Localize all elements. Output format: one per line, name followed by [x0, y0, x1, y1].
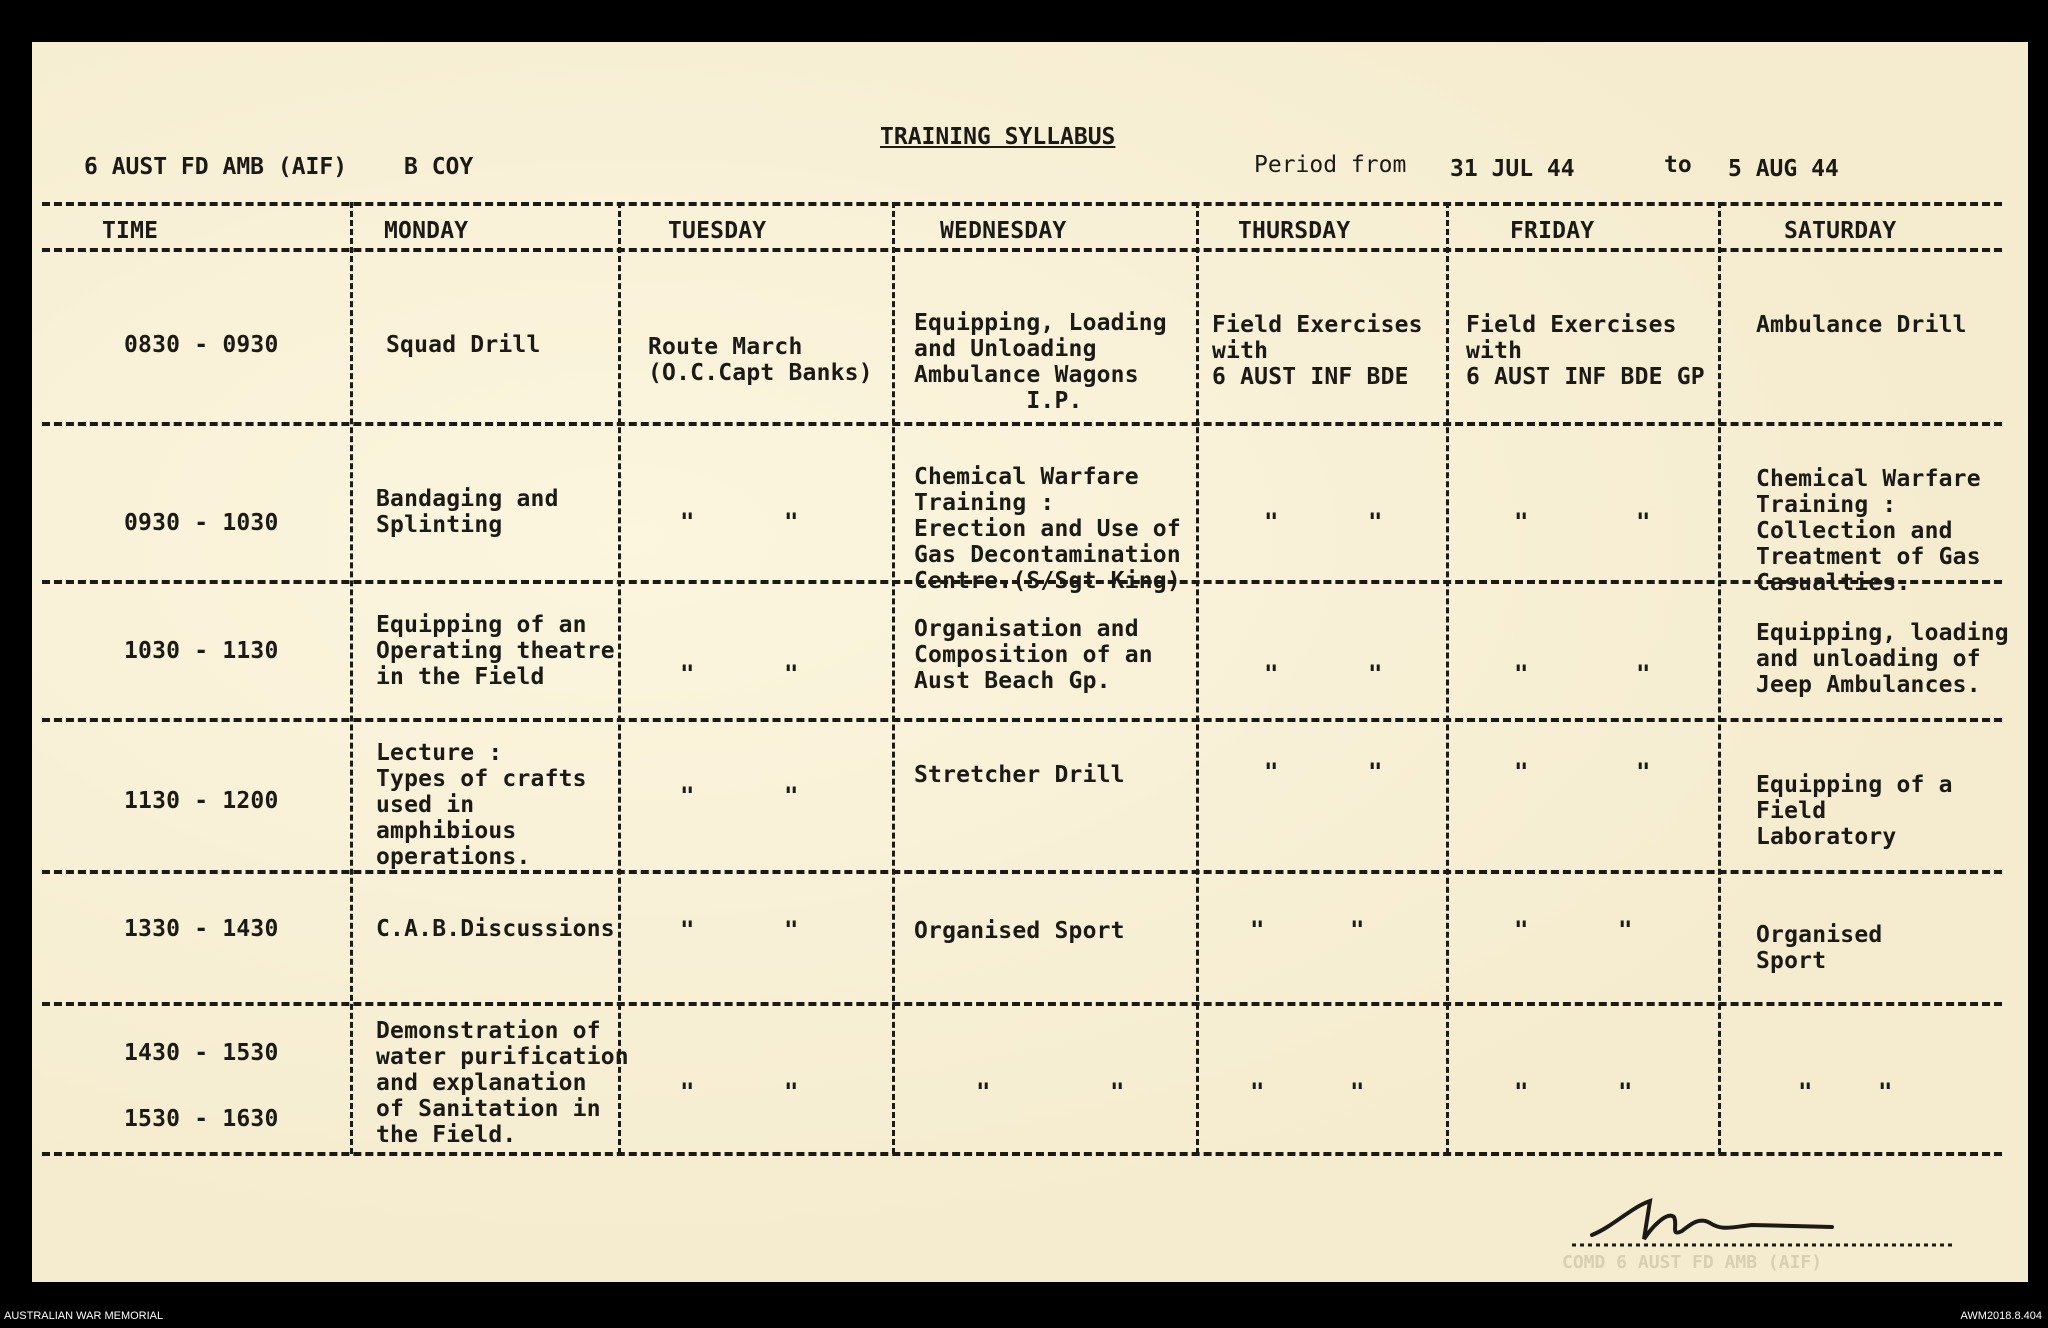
time-cell: 1030 - 1130: [124, 638, 279, 664]
column-header-monday: MONDAY: [384, 218, 469, 244]
ditto-mark: ": [1264, 758, 1279, 786]
ditto-mark: ": [1514, 758, 1529, 786]
column-header-tuesday: TUESDAY: [668, 218, 767, 244]
column-divider: [618, 202, 621, 1154]
ditto-mark: ": [680, 782, 695, 810]
column-divider: [892, 202, 895, 1154]
ditto-mark: ": [1368, 758, 1383, 786]
unit-name: 6 AUST FD AMB (AIF): [84, 154, 348, 180]
ditto-mark: ": [1368, 508, 1383, 536]
period-to: 5 AUG 44: [1728, 156, 1839, 182]
ditto-mark: ": [1878, 1078, 1893, 1106]
ditto-mark: ": [1636, 508, 1651, 536]
column-header-thursday: THURSDAY: [1238, 218, 1351, 244]
column-header-time: TIME: [102, 218, 159, 244]
ditto-mark: ": [1618, 916, 1633, 944]
row-rule: [42, 718, 2002, 722]
column-header-friday: FRIDAY: [1510, 218, 1595, 244]
ditto-mark: ": [784, 660, 799, 688]
tuesday-cell: Route March (O.C.Capt Banks): [648, 334, 873, 386]
wednesday-cell: Equipping, Loading and Unloading Ambulance Wagons I.P.: [914, 310, 1167, 414]
row-rule: [42, 1002, 2002, 1006]
time-cell: 0830 - 0930: [124, 332, 279, 358]
saturday-cell: Chemical Warfare Training : Collection and Treatment of Gas Casualties.: [1756, 466, 1981, 596]
monday-cell: Bandaging and Splinting: [376, 486, 559, 538]
ditto-mark: ": [1110, 1078, 1125, 1106]
ditto-mark: ": [1636, 758, 1651, 786]
column-header-saturday: SATURDAY: [1784, 218, 1897, 244]
ditto-mark: ": [1368, 660, 1383, 688]
ditto-mark: ": [680, 1078, 695, 1106]
ditto-mark: ": [1514, 916, 1529, 944]
ditto-mark: ": [1514, 1078, 1529, 1106]
to-label: to: [1664, 152, 1692, 178]
period-from: 31 JUL 44: [1450, 156, 1575, 182]
ditto-mark: ": [1250, 1078, 1265, 1106]
ditto-mark: ": [784, 508, 799, 536]
saturday-cell: Equipping, loading and unloading of Jeep Ambulances.: [1756, 620, 2009, 698]
table-bottom-rule: [42, 1152, 2002, 1156]
ditto-mark: ": [1636, 660, 1651, 688]
column-divider: [1446, 202, 1449, 1154]
monday-cell: Lecture : Types of crafts used in amphibious operations.: [376, 740, 587, 870]
saturday-cell: Equipping of a Field Laboratory: [1756, 772, 1953, 850]
wednesday-cell: Organised Sport: [914, 918, 1125, 944]
row-rule: [42, 422, 2002, 426]
ditto-mark: ": [784, 1078, 799, 1106]
wednesday-cell: Chemical Warfare Training : Erection and Use of Gas Decontamination Centre.(S/Sgt King): [914, 464, 1181, 594]
time-cell-second: 1530 - 1630: [124, 1106, 279, 1132]
ditto-mark: ": [680, 916, 695, 944]
monday-cell: C.A.B.Discussions: [376, 916, 615, 942]
ditto-mark: ": [1618, 1078, 1633, 1106]
column-header-wednesday: WEDNESDAY: [940, 218, 1067, 244]
ditto-mark: ": [1264, 660, 1279, 688]
monday-cell: Demonstration of water purification and explanation of Sanitation in the Field.: [376, 1018, 629, 1148]
ditto-mark: ": [1514, 508, 1529, 536]
saturday-cell: Ambulance Drill: [1756, 312, 1967, 338]
friday-cell: Field Exercises with 6 AUST INF BDE GP: [1466, 312, 1705, 390]
document-page: [32, 42, 2028, 1282]
wednesday-cell: Organisation and Composition of an Aust Beach Gp.: [914, 616, 1153, 694]
thursday-cell: Field Exercises with 6 AUST INF BDE: [1212, 312, 1423, 390]
column-divider: [1718, 202, 1721, 1154]
saturday-cell: Organised Sport: [1756, 922, 1883, 974]
monday-cell: Squad Drill: [386, 332, 541, 358]
monday-cell: Equipping of an Operating theatre in the Field: [376, 612, 615, 690]
ditto-mark: ": [1350, 916, 1365, 944]
ditto-mark: ": [1350, 1078, 1365, 1106]
table-top-rule: [42, 202, 2002, 206]
time-cell: 0930 - 1030: [124, 510, 279, 536]
document-title: TRAINING SYLLABUS: [880, 124, 1116, 150]
company-name: B COY: [404, 154, 474, 180]
ditto-mark: ": [680, 660, 695, 688]
ditto-mark: ": [784, 782, 799, 810]
row-rule: [42, 870, 2002, 874]
ditto-mark: ": [1798, 1078, 1813, 1106]
time-cell: 1130 - 1200: [124, 788, 279, 814]
ditto-mark: ": [1250, 916, 1265, 944]
wednesday-cell: Stretcher Drill: [914, 762, 1125, 788]
time-cell: 1330 - 1430: [124, 916, 279, 942]
ditto-mark: ": [1264, 508, 1279, 536]
period-label: Period from: [1254, 152, 1407, 178]
footer-archive-name: AUSTRALIAN WAR MEMORIAL: [4, 1310, 164, 1322]
ditto-mark: ": [680, 508, 695, 536]
signature-stamp: COMD 6 AUST FD AMB (AIF): [1562, 1252, 1823, 1273]
ditto-mark: ": [1514, 660, 1529, 688]
footer-accession-number: AWM2018.8.404: [1960, 1310, 2042, 1322]
column-divider: [1196, 202, 1199, 1154]
ditto-mark: ": [976, 1078, 991, 1106]
ditto-mark: ": [784, 916, 799, 944]
header-rule: [42, 248, 2002, 252]
column-divider: [350, 202, 353, 1154]
time-cell: 1430 - 1530: [124, 1040, 279, 1066]
